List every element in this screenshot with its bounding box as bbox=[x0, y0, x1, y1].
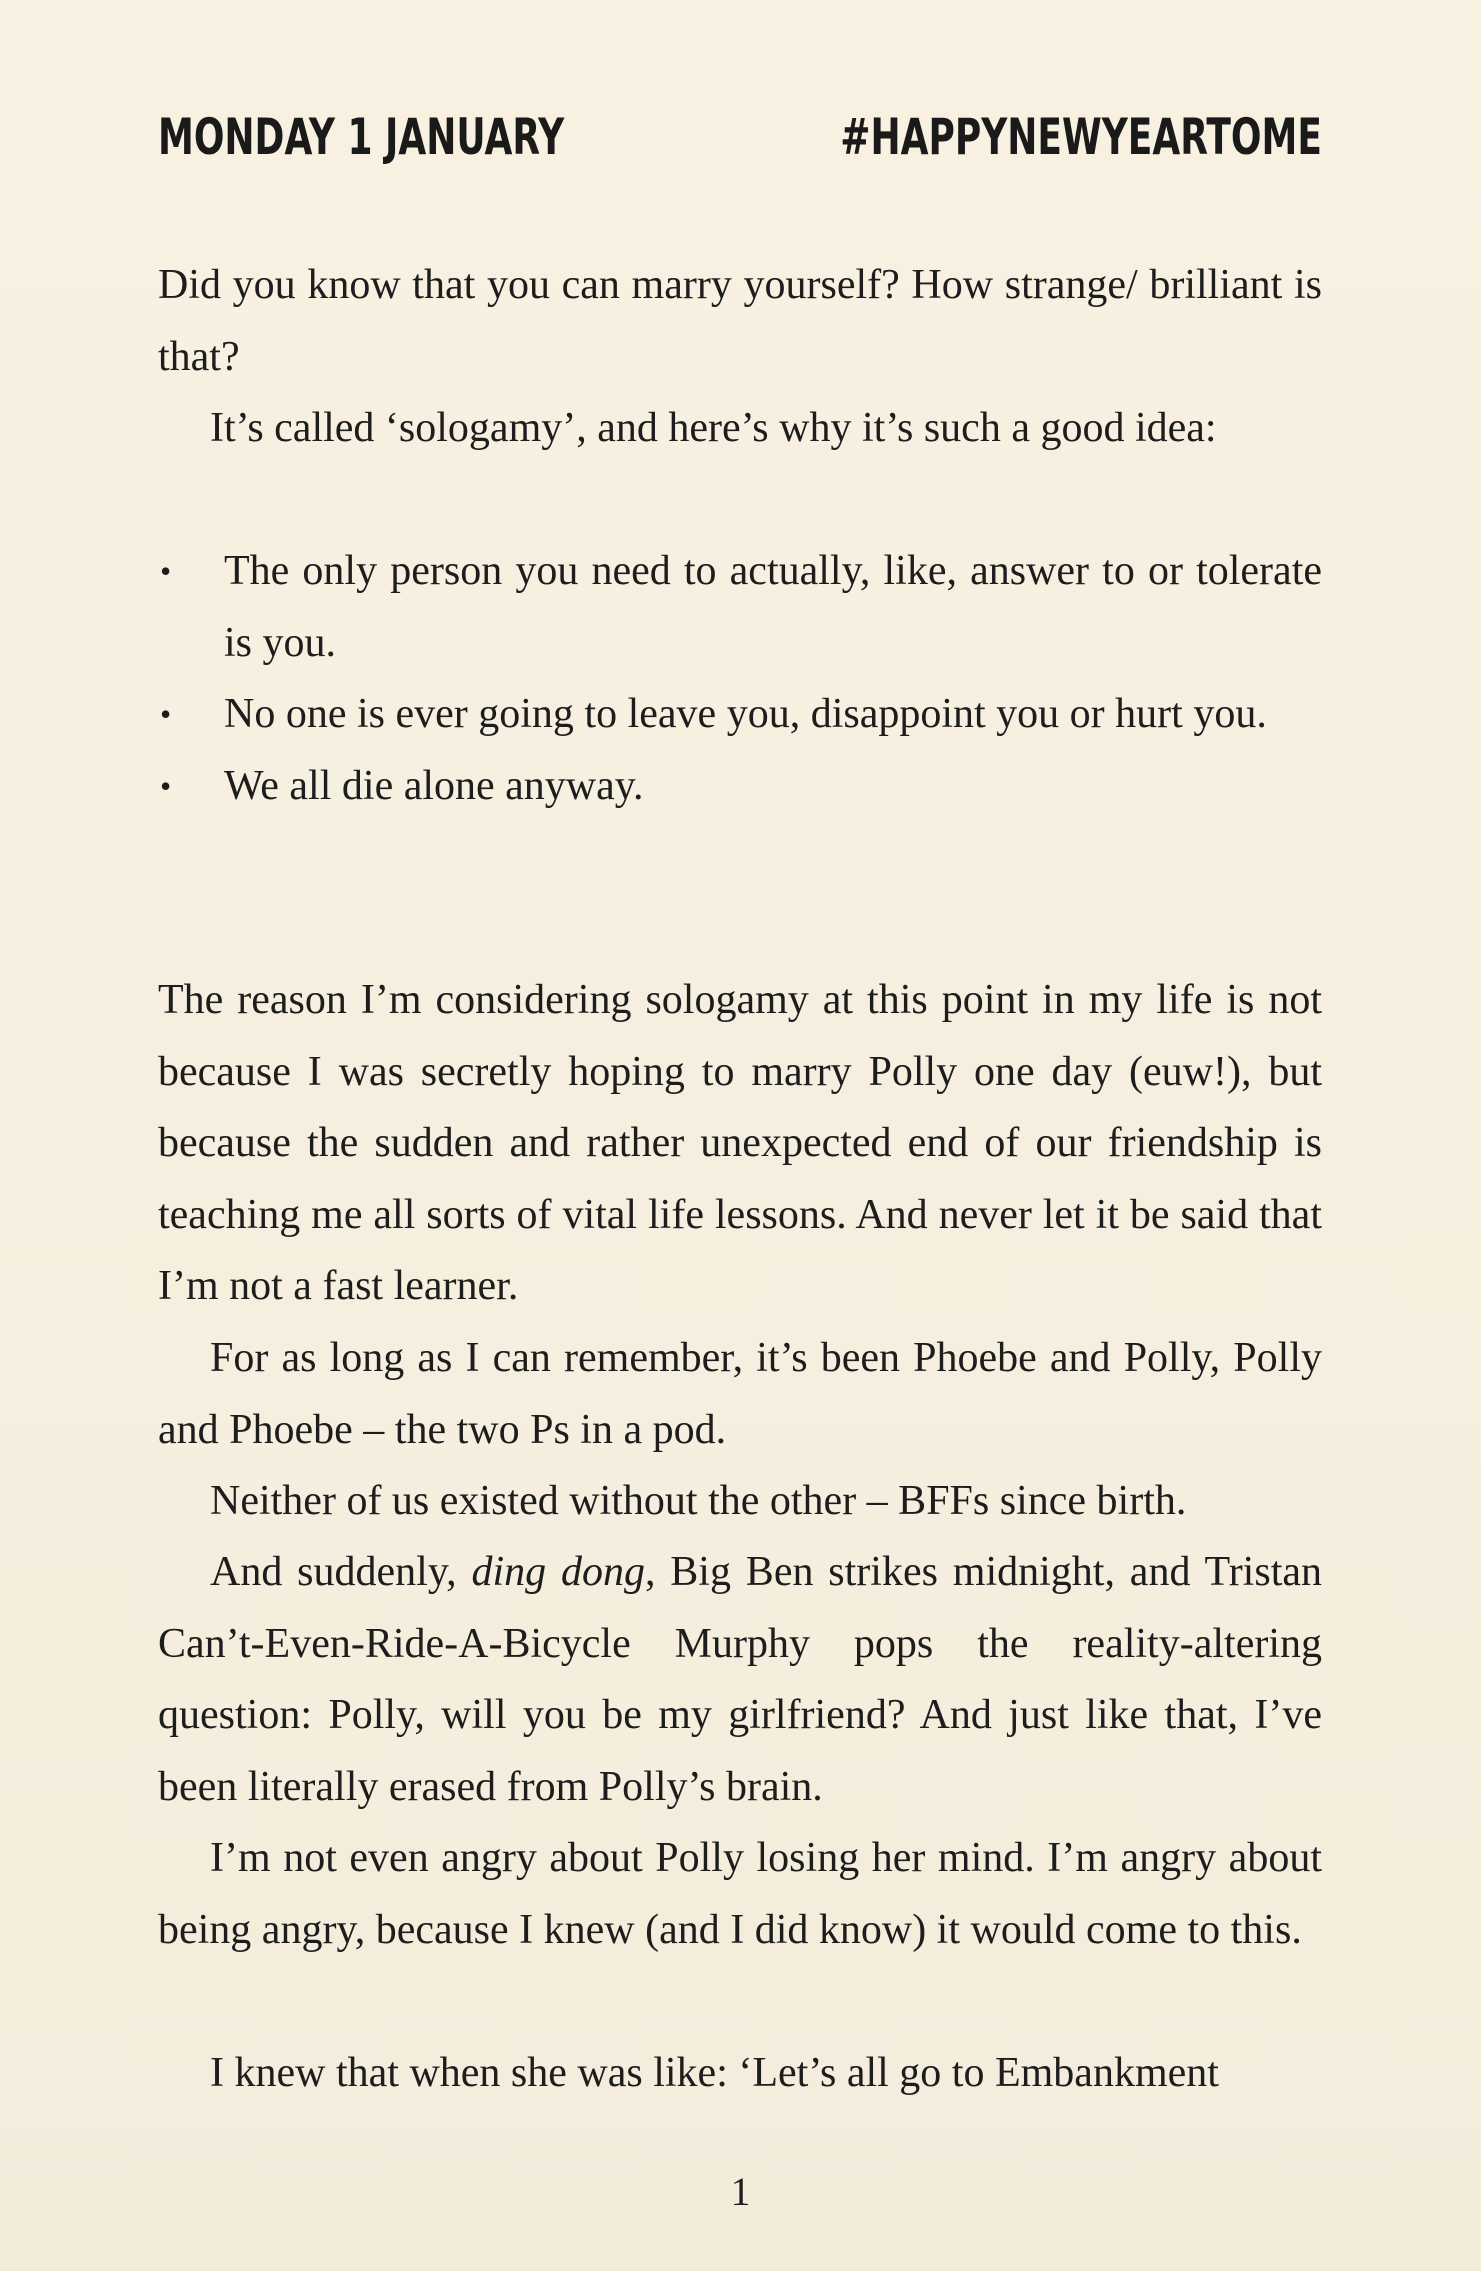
bullet-dot-icon: • bbox=[160, 767, 172, 804]
running-header bbox=[158, 108, 1322, 178]
paragraph-reason: The reason I’m considering sologamy at this point in my life is not because I was secretly hoping to marry Polly one day (euw!), but because the sudden and rather unexpected end of our friendship is teaching me all sorts of vital life lessons. And never let it be said that I’m not a fast learner. bbox=[158, 977, 1322, 1309]
paragraph-embankment: I knew that when she was like: ‘Let’s all go to Embankment bbox=[210, 2050, 1219, 2096]
bullet-text: We all die alone anyway. bbox=[224, 762, 644, 809]
paragraph-big-ben bbox=[158, 1537, 1322, 1823]
bullet-dot-icon: • bbox=[160, 696, 172, 732]
page-number: 1 bbox=[730, 2169, 751, 2214]
bullet-item bbox=[158, 679, 1322, 751]
paragraph-phoebe-polly: For as long as I can remember, it’s been Phoebe and Polly, Polly and Phoebe – the two Ps in a pod. bbox=[158, 1335, 1322, 1453]
header-hashtag: #HAPPYNEWYEARTOME bbox=[840, 108, 1322, 166]
paragraph-bffs: Neither of us existed without the other – BFFs since birth. bbox=[210, 1478, 1187, 1524]
bullet-dot-icon: • bbox=[160, 553, 172, 589]
bullet-text: The only person you need to actually, like, answer to or tolerate is you. bbox=[224, 548, 1322, 666]
bullet-item bbox=[158, 536, 1322, 679]
paragraph-angry: I’m not even angry about Polly losing her mind. I’m angry about being angry, because I knew (and I did know) it would come to this. bbox=[158, 1835, 1322, 1953]
paragraph-sologamy: It’s called ‘sologamy’, and here’s why it’s such a good idea: bbox=[210, 405, 1217, 451]
text-run: , Big Ben strikes midnight, and Tristan Can’t-Even-Ride-A-Bicycle Murphy pops the reality-altering question: Polly, will you be my girlfriend? And just like that, I’ve been literally erased from Polly’s brain. bbox=[158, 1549, 1323, 1810]
bullet-text: No one is ever going to leave you, disappoint you or hurt you. bbox=[224, 691, 1267, 737]
italic-text: ding dong bbox=[471, 1549, 645, 1595]
bullet-list bbox=[158, 536, 1322, 822]
paragraph-intro: Did you know that you can marry yourself? How strange/ brilliant is that? bbox=[158, 262, 1322, 380]
header-date: MONDAY 1 JANUARY bbox=[158, 108, 565, 166]
bullet-item bbox=[158, 751, 1322, 823]
text-run: And suddenly, bbox=[210, 1549, 472, 1595]
